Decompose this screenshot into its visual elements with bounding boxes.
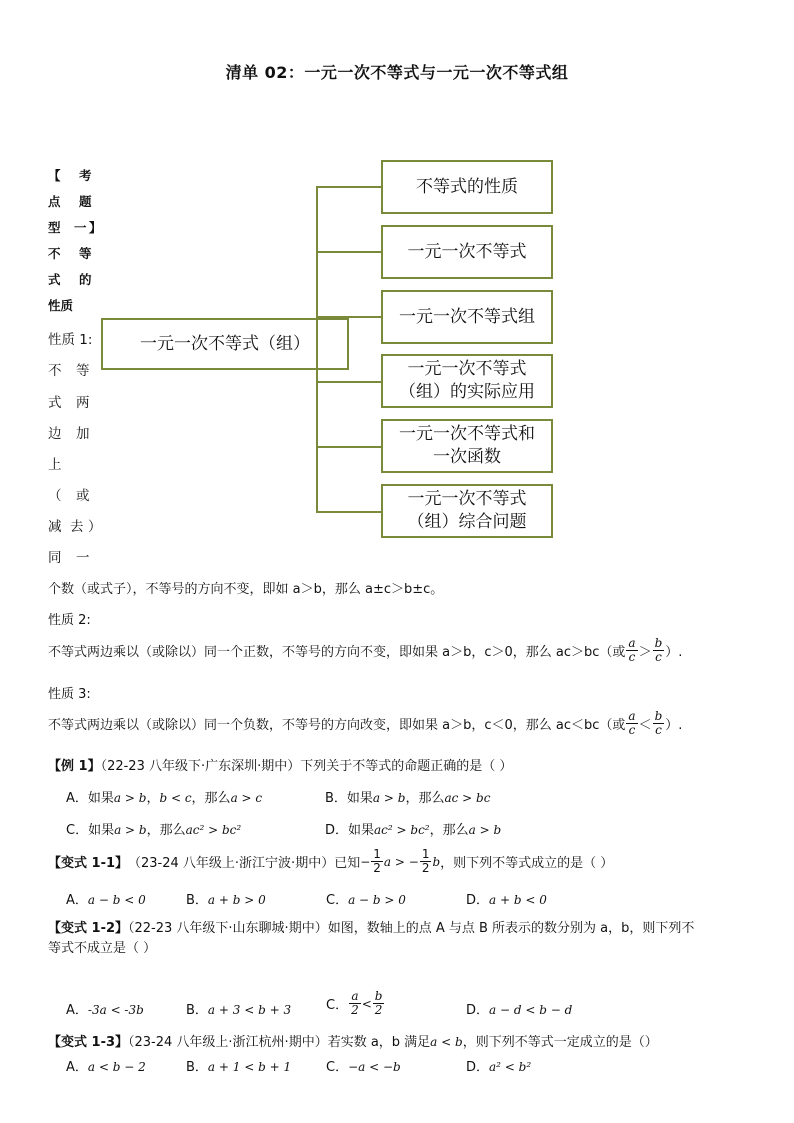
mindmap-connector — [316, 381, 382, 383]
sidebar-char: 】 — [89, 220, 102, 235]
fraction — [653, 710, 665, 737]
variant11-option-d — [466, 889, 547, 908]
fraction — [626, 710, 637, 737]
property2-heading: 性质 2: — [48, 613, 91, 628]
property1-text: 个数（或式子），不等号的方向不变，即如 a＞b，那么 a±c＞b±c。 — [48, 582, 444, 597]
fraction — [349, 990, 361, 1017]
variant12-label: 【变式 1-2】 — [48, 921, 129, 936]
option-text: ，那么 — [405, 791, 445, 806]
sidebar-char: 边 — [48, 426, 62, 442]
variant13-label: 【变式 1-3】 — [48, 1035, 129, 1050]
option-label: D． — [466, 1003, 490, 1018]
fraction-denominator: c — [655, 650, 662, 665]
variant11-option-c — [326, 889, 406, 908]
fraction-denominator: c — [655, 723, 662, 738]
sidebar-char: 不 — [48, 363, 62, 379]
variant12-option-a — [66, 999, 144, 1018]
variant13-option-a — [66, 1056, 146, 1075]
fraction-denominator: 2 — [351, 1003, 359, 1018]
math-expr: a + 1 < b + 1 — [207, 1060, 292, 1074]
fraction-denominator: c — [628, 650, 636, 665]
page-title: 清单 02：一元一次不等式与一元一次不等式组 — [225, 63, 569, 82]
property2-body: 不等式两边乘以（或除以）同一个正数，不等号的方向不变，即如果 a＞b，c＞0，那么 ac＞bc（或 — [48, 645, 626, 661]
property3-body: 不等式两边乘以（或除以）同一个负数，不等号的方向改变，即如果 a＞b，c＜0，那么 ac＜bc（或 — [48, 718, 626, 734]
sidebar-char: 式 — [48, 272, 61, 287]
fraction-numerator: 1 — [421, 847, 430, 861]
math-expr: a > b — [114, 823, 147, 837]
sidebar-char: 考 — [79, 168, 92, 183]
variant13-source: （23-24 八年级上·浙江杭州·期中）若实数 a，b 满足 — [128, 1035, 431, 1050]
math-expr: b — [432, 854, 441, 869]
option-label: A． — [66, 1060, 88, 1075]
option-label: C． — [326, 998, 349, 1014]
sidebar-char: 等 — [76, 363, 90, 379]
fraction-numerator: a — [349, 990, 361, 1004]
example1-source: （22-23 八年级下·广东深圳·期中）下列关于不等式的命题正确的是（ ） — [100, 759, 513, 774]
sidebar-char: 题 — [79, 194, 92, 209]
math-expr: a − b < 0 — [87, 893, 146, 907]
fraction — [373, 990, 385, 1017]
sidebar-char: 一 — [74, 220, 87, 235]
fraction-numerator: a — [628, 636, 636, 650]
math-expr: a + b < 0 — [489, 893, 547, 907]
variant12-option-c — [326, 990, 385, 1017]
mindmap-branch: 一元一次不等式和 一次函数 — [381, 419, 553, 473]
example1-option-c — [66, 819, 241, 838]
option-label: B． — [186, 1003, 208, 1018]
sidebar-char: 加 — [76, 426, 90, 442]
math-expr: a − d < b − d — [489, 1003, 573, 1017]
mindmap-branch: 不等式的性质 — [381, 160, 553, 214]
variant12-option-d — [466, 999, 572, 1018]
sidebar-char: 的 — [79, 272, 92, 287]
sidebar-char: 性质 — [48, 298, 74, 313]
math-expr: a > − — [383, 854, 419, 869]
sidebar-char: 型 — [48, 220, 61, 235]
math-expr: a < b — [430, 1035, 463, 1049]
sidebar-char: ） — [88, 519, 102, 535]
math-expr: ac² > bc² — [374, 823, 430, 837]
option-label: A． — [66, 893, 88, 908]
math-expr: a² < b² — [489, 1060, 532, 1074]
example1-label: 【例 1】 — [48, 759, 101, 774]
mindmap-trunk — [316, 186, 318, 512]
property1-heading: 性质 1: — [48, 332, 93, 348]
option-label: B． — [186, 893, 208, 908]
property2-end: ）. — [665, 645, 683, 661]
option-label: B． — [186, 1060, 208, 1075]
math-expr: b < c — [159, 791, 192, 805]
sidebar-char: 一 — [76, 550, 90, 566]
fraction-numerator: b — [374, 989, 383, 1003]
mindmap-connector — [316, 251, 382, 253]
option-text: ，那么 — [146, 823, 186, 838]
variant11-source: （23-24 八年级上·浙江宁波·期中）已知 — [128, 856, 361, 872]
variant11-tail: ，则下列不等式成立的是（ ） — [440, 856, 614, 872]
option-label: D．如果 — [325, 823, 375, 838]
example1-question — [48, 755, 512, 774]
example1-option-b — [325, 787, 490, 806]
property3-heading: 性质 3: — [48, 687, 91, 702]
option-label: C． — [326, 893, 349, 908]
math-expr: ac² > bc² — [185, 823, 242, 837]
math-expr: ac > bc — [444, 791, 491, 805]
variant13-option-d — [466, 1056, 531, 1075]
sidebar-char: （ — [48, 488, 62, 504]
variant13-option-b — [186, 1056, 291, 1075]
mindmap-center: 一元一次不等式（组） — [101, 318, 349, 370]
math-expr: a > b — [372, 791, 406, 805]
math-expr: -3a < -3b — [87, 1003, 144, 1017]
option-text: ，那么 — [191, 791, 231, 806]
property3-text — [48, 710, 682, 737]
option-label: C． — [326, 1060, 349, 1075]
variant11-label: 【变式 1-1】 — [48, 856, 129, 872]
option-label: A． — [66, 1003, 88, 1018]
sidebar-char: 式 — [48, 395, 62, 411]
option-label: D． — [466, 1060, 490, 1075]
mindmap-connector — [316, 316, 382, 318]
property2-text — [48, 637, 682, 664]
variant12-line1: （22-23 八年级下·山东聊城·期中）如图，数轴上的点 A 与点 B 所表示的数分别为 a，b，则下列不 — [128, 921, 695, 936]
sidebar-char: 上 — [48, 457, 62, 473]
mindmap-branch: 一元一次不等式 （组）综合问题 — [381, 484, 553, 538]
fraction — [626, 637, 637, 664]
mindmap-connector — [316, 511, 382, 513]
math-expr: a > c — [230, 791, 263, 805]
math-expr: a + 3 < b + 3 — [207, 1003, 292, 1017]
fraction-denominator: 2 — [374, 1003, 383, 1018]
fraction-numerator: b — [654, 636, 663, 650]
math-expr: −a < −b — [348, 1060, 401, 1074]
fraction — [371, 848, 383, 875]
fraction-denominator: 2 — [373, 861, 381, 876]
mindmap-connector — [316, 186, 382, 188]
example1-option-a — [66, 787, 262, 806]
fraction-denominator: 2 — [421, 861, 430, 876]
sidebar-char: 同 — [48, 550, 62, 566]
variant11-question — [48, 848, 613, 875]
variant13-option-c — [326, 1056, 401, 1075]
math-expr: < — [361, 996, 372, 1011]
option-text: ，那么 — [429, 823, 469, 838]
mindmap-branch: 一元一次不等式 — [381, 225, 553, 279]
variant12-question — [48, 917, 694, 936]
mindmap-branch: 一元一次不等式 （组）的实际应用 — [381, 354, 553, 408]
option-label: B．如果 — [325, 791, 373, 806]
math-expr: − — [360, 854, 371, 869]
example1-option-d — [325, 819, 501, 838]
sidebar-char: 【 — [48, 168, 61, 183]
fraction-denominator: c — [628, 723, 636, 738]
option-text: ， — [146, 791, 160, 806]
mindmap-branch: 一元一次不等式组 — [381, 290, 553, 344]
sidebar-char: 等 — [79, 246, 92, 261]
math-expr: a + b > 0 — [207, 893, 266, 907]
option-label: D． — [466, 893, 490, 908]
fraction-numerator: 1 — [373, 847, 381, 861]
math-expr: a < b − 2 — [87, 1060, 146, 1074]
math-expr: a − b > 0 — [348, 893, 406, 907]
sidebar-char: 或 — [76, 488, 90, 504]
math-expr: a > b — [468, 823, 502, 837]
sidebar-char: 不 — [48, 246, 61, 261]
variant12-line2: 等式不成立是（ ） — [48, 941, 157, 956]
inequality-sign: ＞ — [638, 645, 652, 661]
mindmap-connector — [316, 446, 382, 448]
variant12-option-b — [186, 999, 291, 1018]
fraction — [420, 848, 432, 875]
sidebar-char: 两 — [76, 395, 90, 411]
option-label: C．如果 — [66, 823, 115, 838]
sidebar-char: 点 — [48, 194, 61, 209]
sidebar-char: 减 — [48, 519, 62, 535]
sidebar-char: 去 — [70, 519, 84, 535]
variant11-option-a — [66, 889, 146, 908]
variant13-tail: ，则下列不等式一定成立的是（） — [462, 1035, 658, 1050]
variant13-question — [48, 1031, 658, 1050]
fraction-numerator: b — [654, 709, 663, 723]
option-label: A．如果 — [66, 791, 114, 806]
math-expr: a > b — [113, 791, 147, 805]
inequality-sign: ＜ — [638, 718, 652, 734]
variant11-option-b — [186, 889, 266, 908]
fraction-numerator: a — [628, 709, 636, 723]
fraction — [653, 637, 665, 664]
property3-end: ）. — [665, 718, 683, 734]
